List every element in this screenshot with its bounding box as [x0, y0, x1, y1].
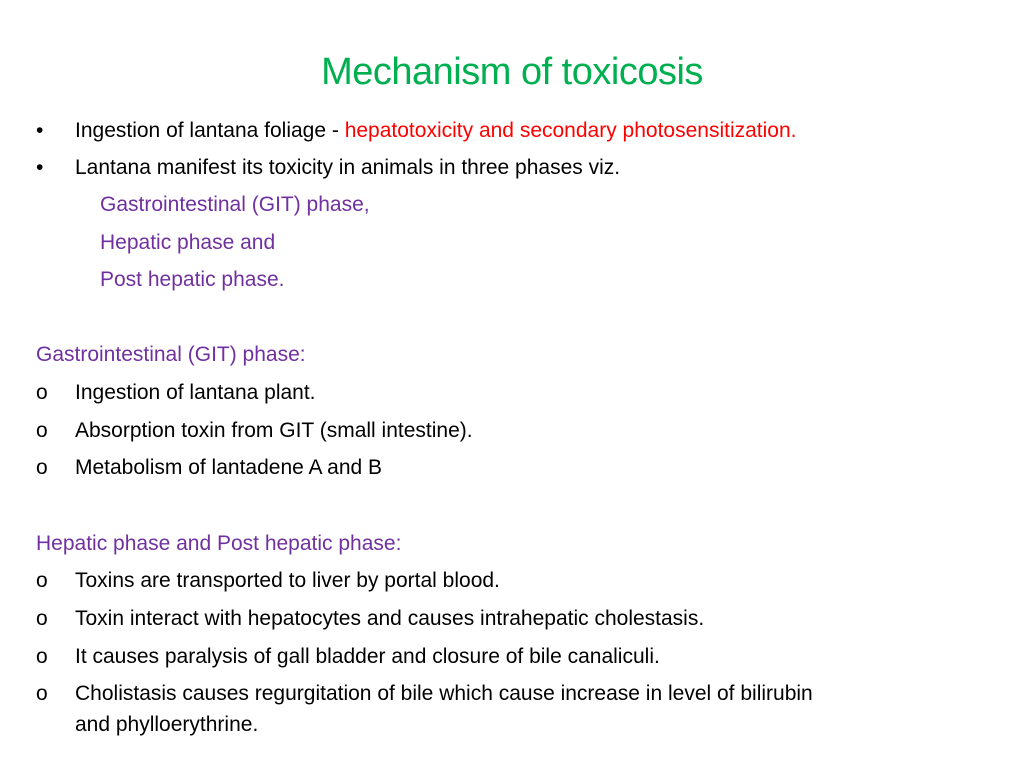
slide-title: Mechanism of toxicosis [321, 51, 703, 93]
list-marker: o [36, 607, 48, 630]
git-item: Absorption toxin from GIT (small intestine). [75, 419, 473, 442]
list-marker: o [36, 456, 48, 479]
list-marker: o [36, 381, 48, 404]
phase-item: Hepatic phase and [100, 231, 276, 254]
bullet-marker: • [36, 156, 44, 179]
bullet-text-2: Lantana manifest its toxicity in animals in three phases viz. [75, 156, 621, 179]
hepatic-section-heading: Hepatic phase and Post hepatic phase: [36, 532, 402, 555]
hepatic-item: Cholistasis causes regurgitation of bile which cause increase in level of bilirubin [75, 682, 813, 705]
bullet-text-1-plain: Ingestion of lantana foliage - [75, 119, 345, 142]
hepatic-item-continuation: and phylloerythrine. [75, 713, 259, 736]
git-section-heading: Gastrointestinal (GIT) phase: [36, 343, 306, 366]
list-marker: o [36, 682, 48, 705]
bullet-text-1 [75, 116, 797, 146]
hepatic-item: Toxins are transported to liver by portal blood. [75, 569, 500, 592]
hepatic-item: It causes paralysis of gall bladder and closure of bile canaliculi. [75, 645, 660, 668]
list-marker: o [36, 645, 48, 668]
git-item: Ingestion of lantana plant. [75, 381, 316, 404]
phase-item: Post hepatic phase. [100, 268, 285, 291]
list-marker: o [36, 419, 48, 442]
bullet-marker: • [36, 119, 44, 142]
list-marker: o [36, 569, 48, 592]
bullet-text-1-highlight: hepatotoxicity and secondary photosensitization. [344, 119, 797, 142]
phase-item: Gastrointestinal (GIT) phase, [100, 193, 370, 216]
hepatic-item: Toxin interact with hepatocytes and causes intrahepatic cholestasis. [75, 607, 705, 630]
git-item: Metabolism of lantadene A and B [75, 456, 383, 479]
